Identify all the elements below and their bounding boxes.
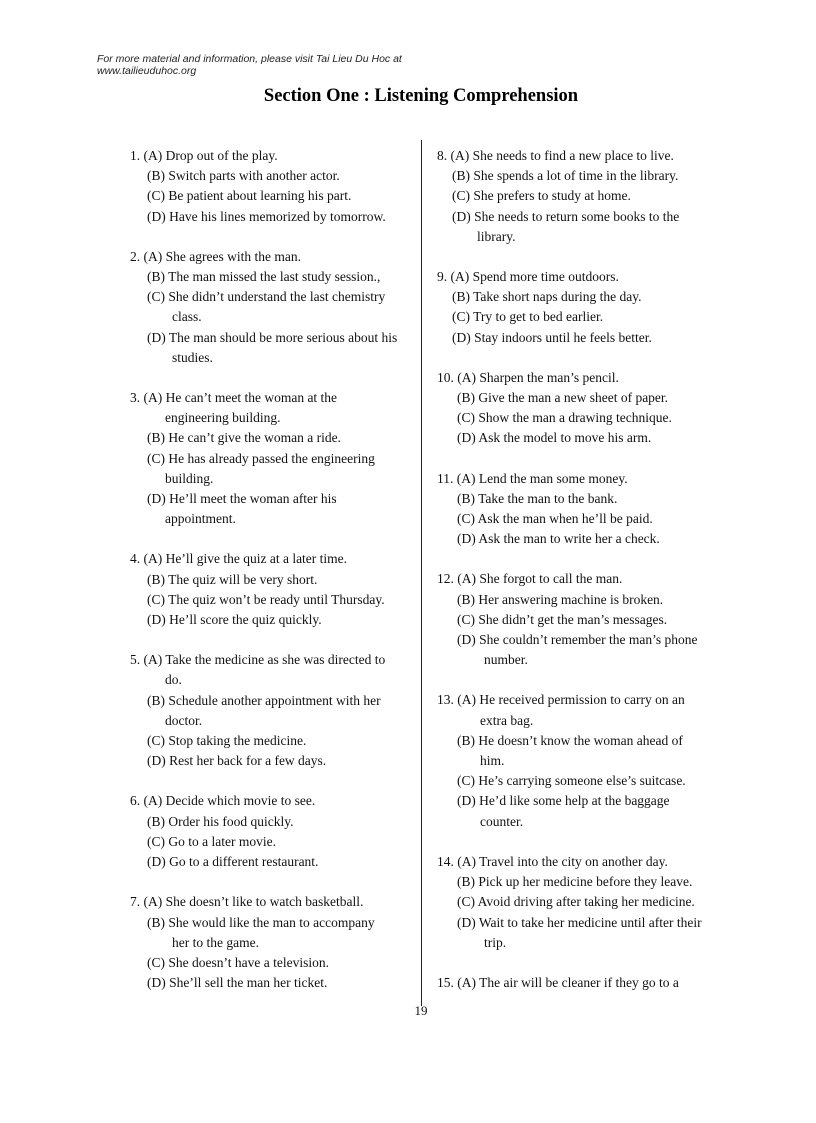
option-a: (A) She forgot to call the man. — [457, 571, 623, 587]
question-10 — [437, 368, 737, 449]
option-a: (A) Take the medicine as she was directed to — [143, 652, 386, 668]
option-c-continued: building. — [165, 470, 214, 486]
option-b: (B) Give the man a new sheet of paper. — [457, 390, 669, 406]
question-number: 9. — [437, 269, 448, 285]
option-d: (D) Rest her back for a few days. — [147, 753, 327, 769]
option-b-continued: doctor. — [165, 712, 203, 728]
option-c: (C) Avoid driving after taking her medicine. — [457, 894, 695, 910]
option-d-continued: studies. — [172, 349, 213, 365]
option-d: (D) Have his lines memorized by tomorrow. — [147, 208, 386, 224]
header-note — [97, 53, 402, 77]
option-b: (B) The man missed the last study session., — [147, 269, 381, 285]
option-d: (D) She’ll sell the man her ticket. — [147, 975, 328, 991]
question-1 — [130, 146, 415, 227]
option-b: (B) Her answering machine is broken. — [457, 591, 664, 607]
option-c: (C) She doesn’t have a television. — [147, 954, 329, 970]
option-b: (B) She would like the man to accompany — [147, 914, 375, 930]
option-c: (C) The quiz won’t be ready until Thursday. — [147, 591, 385, 607]
question-12 — [437, 569, 737, 670]
option-d-continued: trip. — [484, 934, 507, 950]
question-15 — [437, 973, 737, 993]
option-a: (A) He can’t meet the woman at the — [143, 390, 338, 406]
option-d: (D) Stay indoors until he feels better. — [452, 329, 652, 345]
page-title: Section One : Listening Comprehension — [263, 86, 579, 106]
option-d-continued: appointment. — [165, 511, 236, 527]
question-14 — [437, 852, 737, 953]
option-a: (A) She agrees with the man. — [143, 248, 301, 264]
option-b-continued: him. — [480, 753, 505, 769]
page-number: 19 — [414, 1003, 428, 1018]
option-b-continued: her to the game. — [172, 934, 259, 950]
option-d: (D) Ask the man to write her a check. — [457, 531, 660, 547]
question-11 — [437, 469, 737, 550]
option-c: (C) Stop taking the medicine. — [147, 733, 307, 749]
option-a: (A) Sharpen the man’s pencil. — [457, 369, 619, 385]
option-a-continued: extra bag. — [480, 712, 534, 728]
question-7 — [130, 892, 415, 993]
option-c: (C) He’s carrying someone else’s suitcase. — [457, 773, 686, 789]
option-b: (B) He doesn’t know the woman ahead of — [457, 732, 683, 748]
question-2 — [130, 247, 415, 368]
option-c-continued: class. — [172, 309, 202, 325]
option-c: (C) Show the man a drawing technique. — [457, 410, 672, 426]
option-b: (B) Switch parts with another actor. — [147, 168, 340, 184]
option-a: (A) Lend the man some money. — [456, 470, 628, 486]
column-divider — [421, 140, 422, 1006]
option-a: (A) Spend more time outdoors. — [450, 269, 619, 285]
option-d: (D) Ask the model to move his arm. — [457, 430, 652, 446]
question-number: 7. — [130, 894, 141, 910]
option-d: (D) He’ll score the quiz quickly. — [147, 612, 322, 628]
option-c: (C) Try to get to bed earlier. — [452, 309, 604, 325]
question-number: 3. — [130, 390, 141, 406]
option-a: (A) Drop out of the play. — [143, 148, 278, 163]
question-number: 1. — [130, 148, 141, 163]
option-a-continued: do. — [165, 672, 182, 688]
option-a-continued: engineering building. — [165, 410, 281, 426]
option-d: (D) He’d like some help at the baggage — [457, 793, 670, 809]
question-6 — [130, 791, 415, 872]
option-c: (C) Ask the man when he’ll be paid. — [457, 511, 653, 527]
question-8 — [437, 146, 737, 247]
option-d-continued: number. — [484, 652, 528, 668]
question-4 — [130, 549, 415, 630]
question-number: 2. — [130, 248, 141, 264]
question-5 — [130, 650, 415, 771]
question-number: 5. — [130, 652, 141, 668]
option-a: (A) She needs to find a new place to live. — [450, 148, 674, 163]
option-a: (A) He received permission to carry on an — [457, 692, 685, 708]
left-column — [130, 146, 415, 1013]
option-c: (C) She prefers to study at home. — [452, 188, 631, 204]
question-9 — [437, 267, 737, 348]
option-c: (C) She didn’t get the man’s messages. — [457, 611, 668, 627]
option-d-continued: library. — [477, 228, 516, 244]
option-d: (D) The man should be more serious about his — [147, 329, 398, 345]
header-note-line1: For more material and information, please visit Tai Lieu Du Hoc at — [97, 53, 402, 65]
header-note-line2: www.tailieuduhoc.org — [97, 65, 197, 77]
option-a: (A) Decide which movie to see. — [143, 793, 316, 809]
question-number: 4. — [130, 551, 141, 567]
question-number: 6. — [130, 793, 141, 809]
option-b: (B) Schedule another appointment with her — [147, 692, 381, 708]
option-c: (C) Be patient about learning his part. — [147, 188, 352, 204]
question-number: 11. — [437, 470, 454, 486]
option-a: (A) Travel into the city on another day. — [457, 853, 668, 869]
option-c: (C) He has already passed the engineering — [147, 450, 375, 466]
option-d: (D) Wait to take her medicine until after their — [457, 914, 702, 930]
option-b: (B) Pick up her medicine before they leave. — [457, 874, 693, 890]
option-c: (C) She didn’t understand the last chemistry — [147, 289, 386, 305]
question-number: 14. — [437, 853, 454, 869]
option-d: (D) She couldn’t remember the man’s phone — [457, 632, 698, 648]
question-number: 15. — [437, 974, 454, 990]
question-number: 12. — [437, 571, 454, 587]
option-d: (D) He’ll meet the woman after his — [147, 491, 337, 507]
option-a: (A) He’ll give the quiz at a later time. — [143, 551, 348, 567]
option-b: (B) The quiz will be very short. — [147, 571, 318, 587]
question-3 — [130, 388, 415, 529]
option-a: (A) The air will be cleaner if they go to a — [457, 974, 679, 990]
option-d: (D) She needs to return some books to the — [452, 208, 680, 224]
option-b: (B) He can’t give the woman a ride. — [147, 430, 341, 446]
option-a: (A) She doesn’t like to watch basketball. — [143, 894, 364, 910]
option-d: (D) Go to a different restaurant. — [147, 854, 319, 870]
question-number: 8. — [437, 148, 448, 163]
question-13 — [437, 690, 737, 831]
right-column — [437, 146, 737, 1013]
option-b: (B) Order his food quickly. — [147, 813, 294, 829]
option-d-continued: counter. — [480, 813, 524, 829]
option-c: (C) Go to a later movie. — [147, 833, 276, 849]
option-b: (B) Take the man to the bank. — [457, 490, 618, 506]
option-b: (B) She spends a lot of time in the library. — [452, 168, 679, 184]
question-number: 13. — [437, 692, 454, 708]
question-number: 10. — [437, 369, 454, 385]
option-b: (B) Take short naps during the day. — [452, 289, 642, 305]
